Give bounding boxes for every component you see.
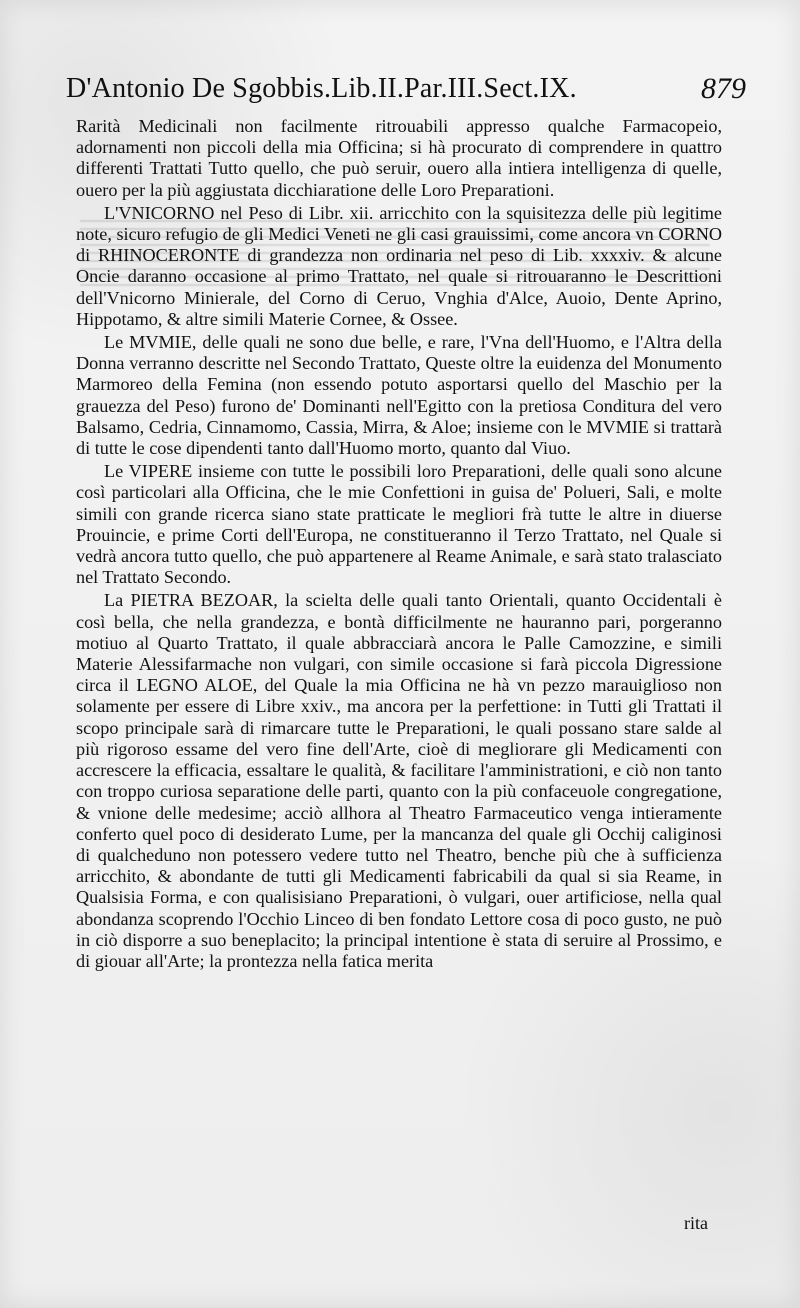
paragraph-4: Le VIPERE insieme con tutte le possibili loro Preparationi, delle quali sono alcune così particolari alla Officina, che le mie Confettioni in guisa de' Polueri, Sali, e molte simili con grande ricerca siano state pratticate le megliori frà tutte le altre in diuerse Prouincie, e prime Corti dell'Europa, ne constitueranno il Terzo Trattato, nel Quale si vedrà ancora tutto quello, che può appartenere al Reame Animale, e sarà stato tralasciato nel Trattato Secondo.	[76, 461, 722, 588]
running-title: D'Antonio De Sgobbis.Lib.II.Par.III.Sect.IX.	[66, 73, 577, 104]
paragraph-2: L'VNICORNO nel Peso di Libr. xii. arricchito con la squisitezza delle più legitime note, sicuro refugio de gli Medici Veneti ne gli casi grauissimi, come ancora vn CORNO di RHINOCERONTE di grandezza non ordinaria nel peso di Lib. xxxxiv. & alcune Oncie daranno occasione al primo Trattato, nel quale si ritrouaranno le Descrittioni dell'Vnicorno Minierale, del Corno di Ceruo, Vnghia d'Alce, Auoio, Dente Aprino, Hippotamo, & altre simili Materie Cornee, & Ossee.	[76, 202, 722, 329]
body-text	[76, 116, 722, 972]
paragraph-1: Rarità Medicinali non facilmente ritrouabili appresso qualche Farmacopeio, adornamenti non piccoli della mia Officina; si hà procurato di comprendere in quattro differenti Trattati Tutto quello, che può seruir, ouero alla intiera intelligenza di quelle, ouero per la più aggiustata dicchiaratione delle Loro Preparationi.	[76, 116, 722, 200]
paragraph-5: La PIETRA BEZOAR, la scielta delle quali tanto Orientali, quanto Occidentali è così bella, che nella grandezza, e bontà difficilmente ne hauranno pari, porgeranno motiuo al Quarto Trattato, il quale abbracciarà ancora le Palle Camozzine, e simili Materie Alessifarmache non vulgari, con simile occasione si farà piccola Digressione circa il LEGNO ALOE, del Quale la mia Officina ne hà vn pezzo marauiglioso non solamente per essere di Libre xxiv., ma ancora per la perfettione: in Tutti gli Trattati il scopo principale sarà di rimarcare tutte le Preparationi, le quali possano stare salde al più rigoroso essame del vero fine dell'Arte, cioè di megliorare gli Medicamenti con accrescere la efficacia, essaltare le qualità, & facilitare l'amministrationi, e ciò non tanto con troppo curiosa separatione delle parti, quanto con la più confaceuole congregatione, & vnione delle medesime; acciò allhora al Theatro Farmaceutico venga intieramente conferto quel poco di desiderato Lume, per la mancanza del quale gli Occhij caliginosi di qualcheduno non potessero vedere tutto nel Theatro, benche più che à sufficienza arricchito, & abondante de tutti gli Medicamenti fabricabili da qual si sia Reame, in Qualsisia Forma, e con qualisisiano Preparationi, ò vulgari, ouer artificiose, nella qual abondanza scoprendo l'Occhio Linceo di ben fondato Lettore cosa di poco gusto, ne può in ciò disporre a suo beneplacito; la principal intentione è stata di seruire al Prossimo, e di giouar all'Arte; la prontezza nella fatica meritа	[76, 590, 722, 971]
page-header	[66, 62, 746, 112]
paragraph-3: Le MVMIE, delle quali ne sono due belle, e rare, l'Vna dell'Huomo, e l'Altra della Donna verranno descritte nel Secondo Trattato, Queste oltre la euidenza del Monumento Marmoreo della Femina (non essendo potuto asportarsi quello del Maschio per la grauezza del Peso) furono de' Dominanti nell'Egitto con la pretiosa Conditura del vero Balsamo, Cedria, Cinnamomo, Cassia, Mirra, & Aloe; insieme con le MVMIE si trattarà di tutte le cose dipendenti tanto dall'Huomo morto, quanto dal Viuo.	[76, 332, 722, 459]
catchword: rita	[684, 1213, 708, 1233]
page-number: 879	[701, 72, 746, 105]
